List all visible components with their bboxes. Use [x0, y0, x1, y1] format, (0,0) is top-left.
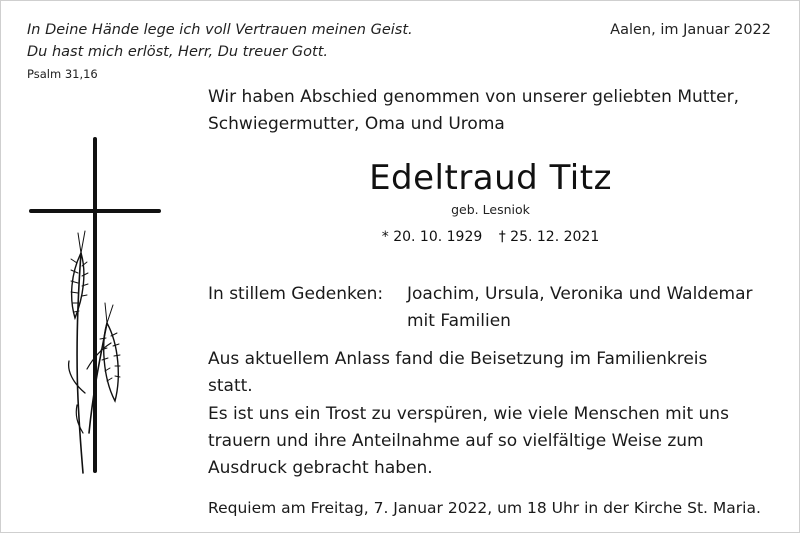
- death-date: † 25. 12. 2021: [498, 229, 600, 245]
- burial-notice-line-1: Aus aktuellem Anlass fand die Beisetzung im Familienkreis: [208, 349, 708, 369]
- mourners-line-1: Joachim, Ursula, Veronika und Waldemar: [407, 284, 753, 304]
- bible-quote: [27, 19, 413, 63]
- birth-date: * 20. 10. 1929: [381, 229, 483, 245]
- intro-text: [208, 84, 739, 138]
- thanks-line-2: trauern und ihre Anteilnahme auf so vielfältige Weise zum: [208, 431, 704, 451]
- thanks-line-1: Es ist uns ein Trost zu verspüren, wie viele Menschen mit uns: [208, 404, 729, 424]
- deceased-name: Edeltraud Titz: [369, 158, 612, 198]
- place-and-date: Aalen, im Januar 2022: [610, 22, 771, 38]
- quote-reference: Psalm 31,16: [27, 67, 98, 81]
- burial-notice-line-2: statt.: [208, 376, 253, 396]
- burial-notice: [208, 346, 707, 400]
- memory-label: In stillem Gedenken:: [208, 284, 384, 304]
- quote-line-2: Du hast mich erlöst, Herr, Du treuer Gott.: [27, 44, 328, 60]
- cross-with-wheat-icon: [23, 133, 163, 478]
- requiem-info: Requiem am Freitag, 7. Januar 2022, um 18 Uhr in der Kirche St. Maria.: [208, 499, 761, 517]
- quote-line-1: In Deine Hände lege ich voll Vertrauen meinen Geist.: [27, 22, 413, 38]
- life-dates: [208, 229, 773, 245]
- maiden-name: geb. Lesniok: [451, 202, 530, 217]
- mourners: [407, 281, 753, 335]
- mourners-line-2: mit Familien: [407, 311, 511, 331]
- thanks-text: [208, 401, 729, 482]
- intro-line-2: Schwiegermutter, Oma und Uroma: [208, 114, 505, 134]
- thanks-line-3: Ausdruck gebracht haben.: [208, 458, 433, 478]
- intro-line-1: Wir haben Abschied genommen von unserer geliebten Mutter,: [208, 87, 739, 107]
